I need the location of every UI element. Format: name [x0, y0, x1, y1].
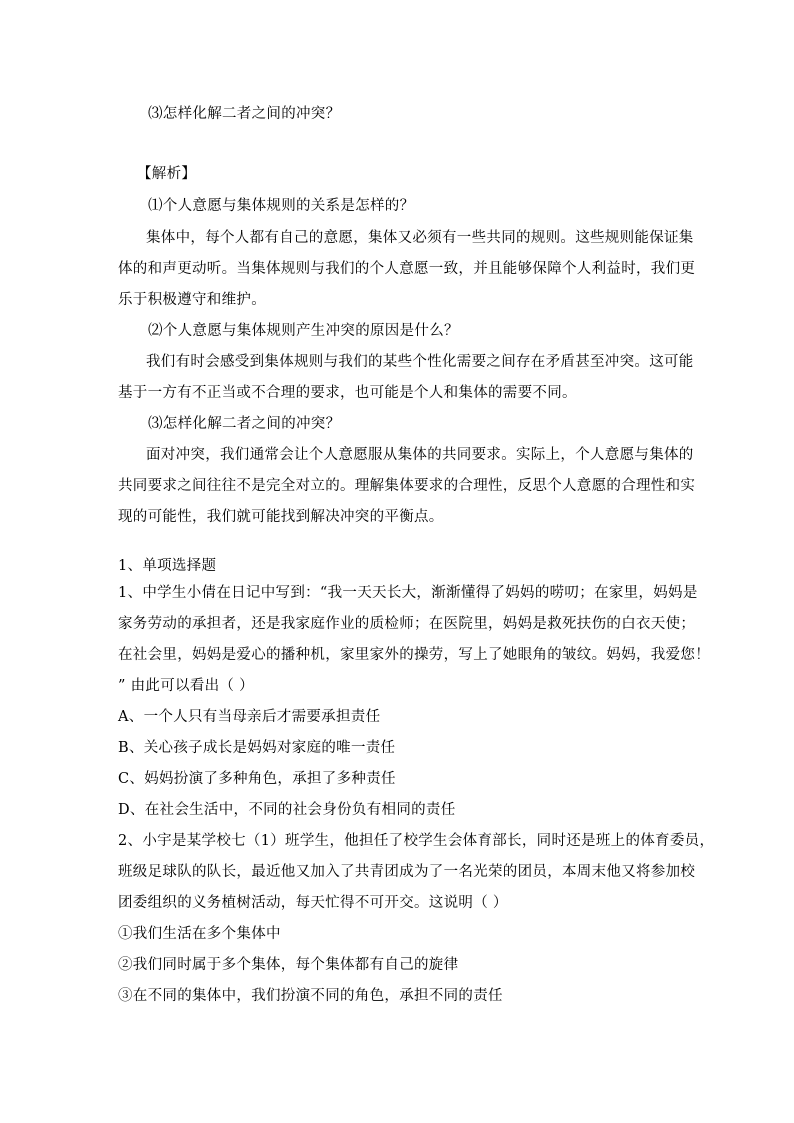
question-1-option-c: C、妈妈扮演了多种角色，承担了多种责任 [118, 771, 396, 787]
question-1-stem-line-2: 家务劳动的承担者，还是我家庭作业的质检师；在医院里，妈妈是救死扶伤的白衣天使； [118, 616, 696, 632]
question-1-stem-line-3: 在社会里，妈妈是爱心的播种机，家里家外的操劳，写上了她眼角的皱纹。妈妈，我爱您！ [118, 647, 710, 663]
question-1-stem-line-1: 1、中学生小倩在日记中写到：“我一天天长大，渐渐懂得了妈妈的唠叨；在家里，妈妈是 [118, 585, 698, 601]
analysis-answer-2-line-1: 我们有时会感受到集体规则与我们的某些个性化需要之间存在矛盾甚至冲突。这可能 [146, 354, 694, 370]
question-2-stem-line-3: 团委组织的义务植树活动，每天忙得不可开交。这说明（ ） [118, 895, 508, 911]
analysis-answer-2-line-2: 基于一方有不正当或不合理的要求，也可能是个人和集体的需要不同。 [118, 385, 577, 401]
analysis-heading: 【解析】 [137, 166, 197, 182]
top-question: ⑶怎样化解二者之间的冲突？ [148, 106, 341, 122]
question-2-stem-line-2: 班级足球队的队长，最近他又加入了共青团成为了一名光荣的团员，本周末他又将参加校 [118, 864, 696, 880]
question-2-statement-1: ①我们生活在多个集体中 [118, 926, 281, 942]
question-1-option-b: B、关心孩子成长是妈妈对家庭的唯一责任 [118, 740, 396, 756]
analysis-question-1: ⑴个人意愿与集体规则的关系是怎样的？ [148, 198, 415, 214]
analysis-answer-1-line-3: 乐于积极遵守和维护。 [118, 292, 266, 308]
analysis-answer-3-line-2: 共同要求之间往往不是完全对立的。理解集体要求的合理性，反思个人意愿的合理性和实 [118, 478, 696, 494]
section-title: 1、单项选择题 [118, 558, 217, 574]
question-2-statement-3: ③在不同的集体中，我们扮演不同的角色，承担不同的责任 [118, 988, 503, 1004]
analysis-question-3: ⑶怎样化解二者之间的冲突？ [148, 416, 341, 432]
analysis-answer-3-line-3: 现的可能性，我们就可能找到解决冲突的平衡点。 [118, 509, 444, 525]
analysis-question-2: ⑵个人意愿与集体规则产生冲突的原因是什么？ [148, 323, 459, 339]
question-1-option-a: A、一个人只有当母亲后才需要承担责任 [118, 709, 381, 725]
question-2-stem-line-1: 2、小宇是某学校七（1）班学生，他担任了校学生会体育部长，同时还是班上的体育委员， [118, 833, 715, 849]
question-1-option-d: D、在社会生活中，不同的社会身份负有相同的责任 [118, 802, 456, 818]
analysis-answer-1-line-2: 体的和声更动听。当集体规则与我们的个人意愿一致，并且能够保障个人利益时，我们更 [118, 261, 696, 277]
question-1-stem-line-4: ” 由此可以看出（ ） [118, 678, 254, 694]
analysis-answer-3-line-1: 面对冲突，我们通常会让个人意愿服从集体的共同要求。实际上，个人意愿与集体的 [146, 447, 694, 463]
analysis-answer-1-line-1: 集体中，每个人都有自己的意愿，集体又必须有一些共同的规则。这些规则能保证集 [146, 230, 694, 246]
question-2-statement-2: ②我们同时属于多个集体，每个集体都有自己的旋律 [118, 957, 459, 973]
